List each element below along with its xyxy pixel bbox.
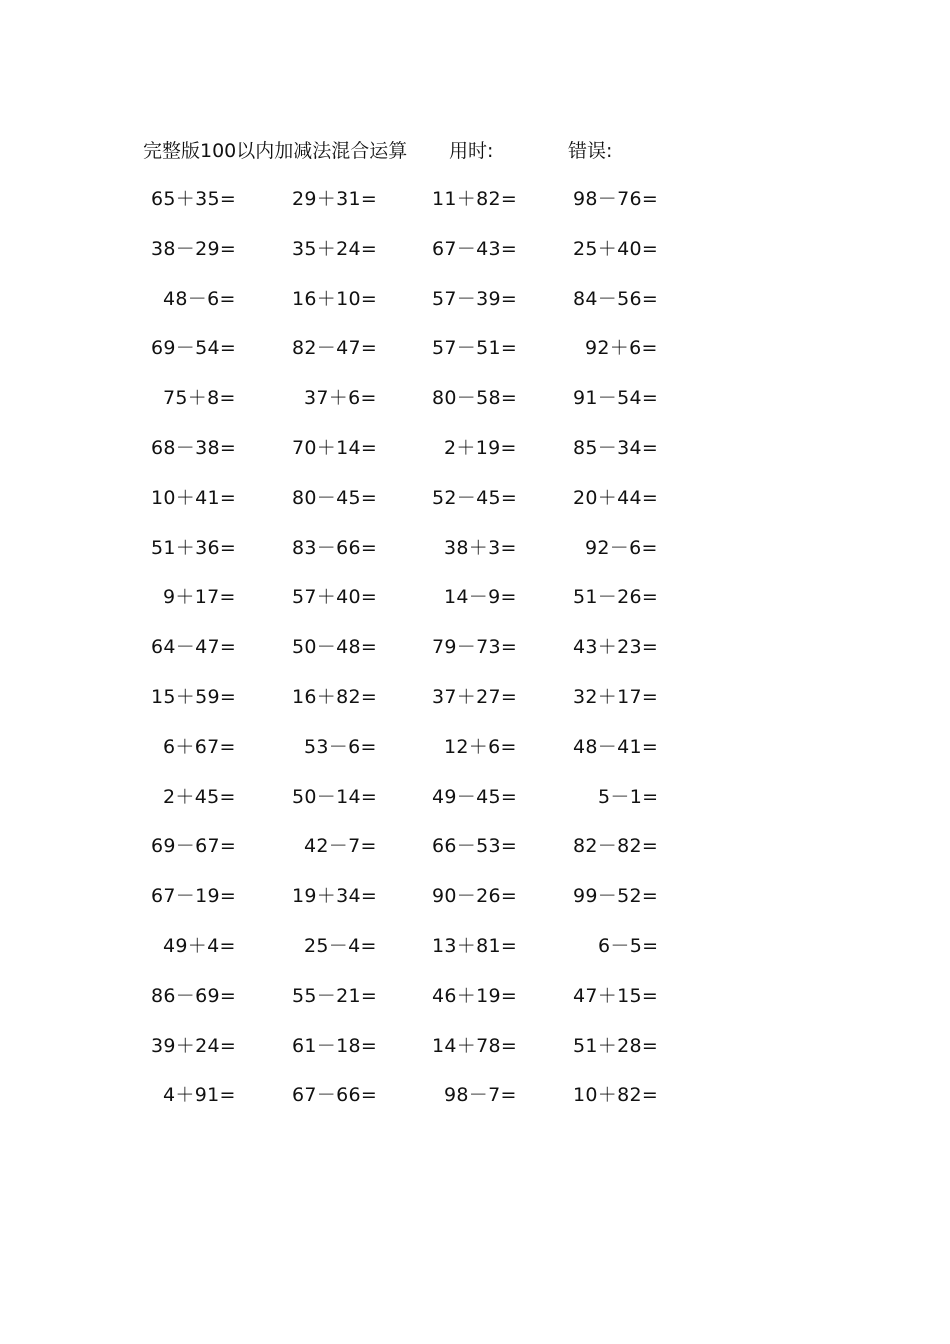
problem-r11-c2: 16＋82=: [292, 686, 378, 708]
problem-r9-c3: 14－9=: [444, 586, 517, 608]
problem-r13-c2: 50－14=: [292, 786, 378, 808]
problem-r15-c3: 90－26=: [432, 885, 518, 907]
problem-r8-c2: 83－66=: [292, 537, 378, 559]
problem-r1-c1: 65＋35=: [151, 188, 237, 210]
problem-r11-c1: 15＋59=: [151, 686, 237, 708]
problem-r10-c3: 79－73=: [432, 636, 518, 658]
problem-r16-c3: 13＋81=: [432, 935, 518, 957]
worksheet-title: 完整版100以内加减法混合运算: [143, 140, 408, 162]
problem-r19-c1: 4＋91=: [163, 1084, 236, 1106]
problem-r1-c4: 98－76=: [573, 188, 659, 210]
problem-r10-c2: 50－48=: [292, 636, 378, 658]
problem-r1-c3: 11＋82=: [432, 188, 518, 210]
problem-r17-c1: 86－69=: [151, 985, 237, 1007]
problem-r15-c2: 19＋34=: [292, 885, 378, 907]
problem-r16-c1: 49＋4=: [163, 935, 236, 957]
problem-r2-c2: 35＋24=: [292, 238, 378, 260]
problem-r6-c3: 2＋19=: [444, 437, 517, 459]
errors-label: 错误:: [568, 140, 613, 162]
problem-r13-c4: 5－1=: [598, 786, 659, 808]
problem-r18-c1: 39＋24=: [151, 1035, 237, 1057]
problem-r6-c1: 68－38=: [151, 437, 237, 459]
problem-r15-c4: 99－52=: [573, 885, 659, 907]
problem-r17-c3: 46＋19=: [432, 985, 518, 1007]
problem-r7-c2: 80－45=: [292, 487, 378, 509]
problem-r5-c1: 75＋8=: [163, 387, 236, 409]
problem-r9-c2: 57＋40=: [292, 586, 378, 608]
problem-r13-c1: 2＋45=: [163, 786, 236, 808]
problem-r7-c3: 52－45=: [432, 487, 518, 509]
problem-r17-c2: 55－21=: [292, 985, 378, 1007]
problem-r2-c3: 67－43=: [432, 238, 518, 260]
problem-r12-c1: 6＋67=: [163, 736, 236, 758]
problem-r9-c4: 51－26=: [573, 586, 659, 608]
problem-r16-c2: 25－4=: [304, 935, 377, 957]
problem-r14-c3: 66－53=: [432, 835, 518, 857]
problem-r12-c4: 48－41=: [573, 736, 659, 758]
problem-r11-c4: 32＋17=: [573, 686, 659, 708]
problem-r3-c2: 16＋10=: [292, 288, 378, 310]
problem-r5-c3: 80－58=: [432, 387, 518, 409]
problem-r10-c1: 64－47=: [151, 636, 237, 658]
problem-r9-c1: 9＋17=: [163, 586, 236, 608]
problem-r14-c1: 69－67=: [151, 835, 237, 857]
problem-r12-c2: 53－6=: [304, 736, 377, 758]
problem-r19-c3: 98－7=: [444, 1084, 517, 1106]
problem-r8-c1: 51＋36=: [151, 537, 237, 559]
problem-r3-c1: 48－6=: [163, 288, 236, 310]
problem-r18-c3: 14＋78=: [432, 1035, 518, 1057]
time-used-label: 用时:: [449, 140, 494, 162]
problem-r19-c2: 67－66=: [292, 1084, 378, 1106]
problem-r19-c4: 10＋82=: [573, 1084, 659, 1106]
problem-r1-c2: 29＋31=: [292, 188, 378, 210]
problem-r11-c3: 37＋27=: [432, 686, 518, 708]
problem-r10-c4: 43＋23=: [573, 636, 659, 658]
problem-r5-c4: 91－54=: [573, 387, 659, 409]
problem-r4-c2: 82－47=: [292, 337, 378, 359]
problem-r3-c3: 57－39=: [432, 288, 518, 310]
problem-r5-c2: 37＋6=: [304, 387, 377, 409]
problem-r4-c4: 92＋6=: [585, 337, 658, 359]
problem-r4-c3: 57－51=: [432, 337, 518, 359]
problem-r15-c1: 67－19=: [151, 885, 237, 907]
problem-r13-c3: 49－45=: [432, 786, 518, 808]
problem-r3-c4: 84－56=: [573, 288, 659, 310]
problem-r7-c4: 20＋44=: [573, 487, 659, 509]
problem-r8-c4: 92－6=: [585, 537, 658, 559]
problem-r6-c2: 70＋14=: [292, 437, 378, 459]
problem-r18-c2: 61－18=: [292, 1035, 378, 1057]
problem-r16-c4: 6－5=: [598, 935, 659, 957]
problem-r14-c2: 42－7=: [304, 835, 377, 857]
problem-r18-c4: 51＋28=: [573, 1035, 659, 1057]
problem-r6-c4: 85－34=: [573, 437, 659, 459]
problem-r2-c1: 38－29=: [151, 238, 237, 260]
problem-r7-c1: 10＋41=: [151, 487, 237, 509]
problem-r4-c1: 69－54=: [151, 337, 237, 359]
problem-r12-c3: 12＋6=: [444, 736, 517, 758]
problem-r2-c4: 25＋40=: [573, 238, 659, 260]
problem-r8-c3: 38＋3=: [444, 537, 517, 559]
problem-r14-c4: 82－82=: [573, 835, 659, 857]
problem-r17-c4: 47＋15=: [573, 985, 659, 1007]
